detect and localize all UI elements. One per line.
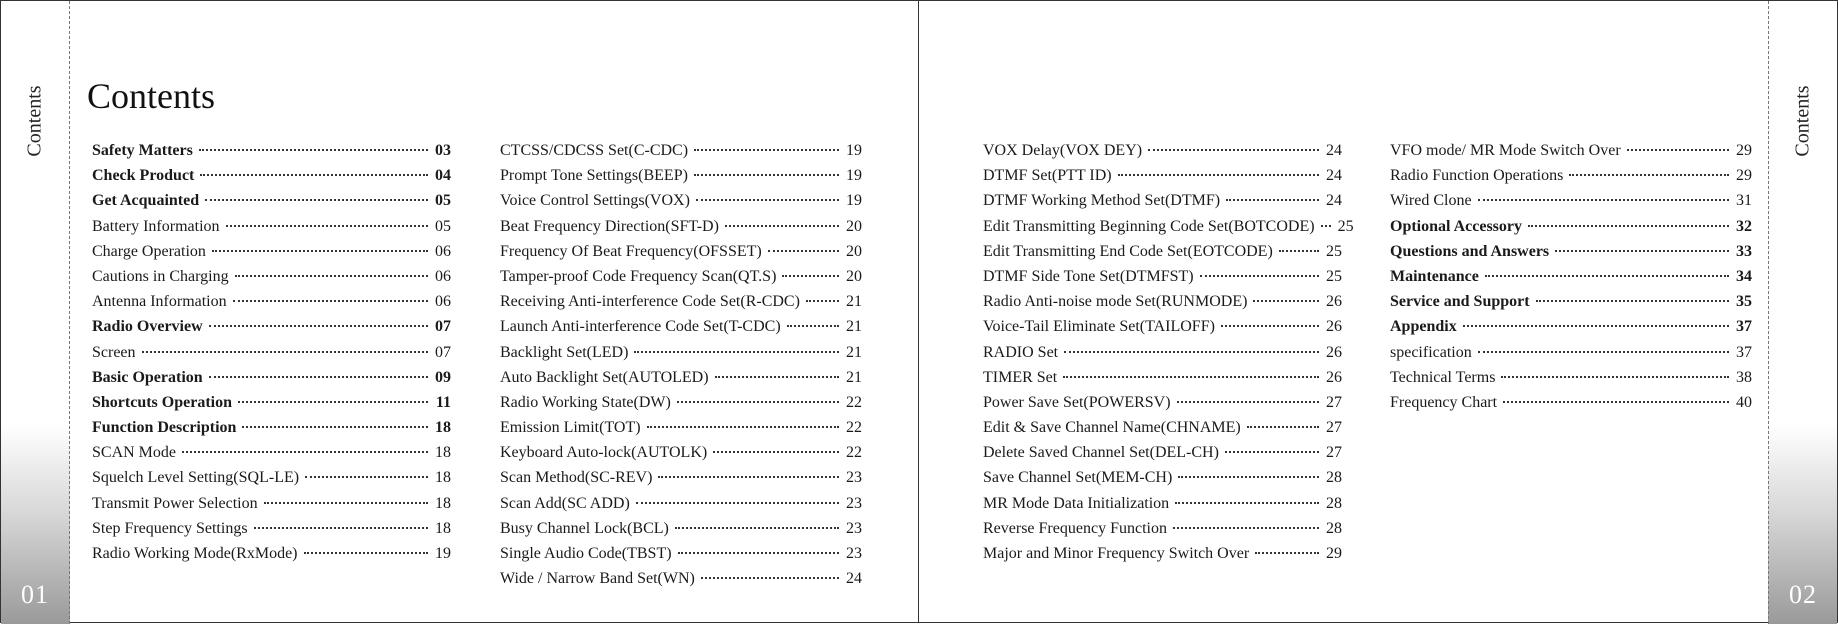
toc-entry[interactable] [1390,293,1752,318]
dot-leader [1200,275,1319,277]
toc-entry[interactable] [92,495,451,520]
toc-entry[interactable] [983,217,1354,243]
toc-entry-page: 20 [846,242,862,260]
toc-entry-title: specification [1390,343,1472,361]
toc-entry-page: 21 [846,318,862,336]
toc-entry[interactable] [500,167,862,192]
toc-entry[interactable] [500,318,862,343]
right-side-tab [1768,1,1837,624]
toc-entry-page: 27 [1326,419,1342,437]
toc-entry-page: 40 [1736,393,1752,411]
toc-entry-title: VFO mode/ MR Mode Switch Over [1390,142,1621,159]
toc-entry[interactable] [983,369,1342,394]
toc-entry[interactable] [92,192,451,217]
toc-entry-title: Keyboard Auto-lock(AUTOLK) [500,444,708,462]
toc-entry-page: 19 [846,167,862,185]
toc-entry[interactable] [1390,394,1752,419]
toc-entry[interactable] [983,192,1342,217]
toc-entry[interactable] [500,520,862,545]
dot-leader [1528,225,1729,227]
toc-entry-title: DTMF Working Method Set(DTMF) [983,192,1221,210]
toc-entry-title: Check Product [92,167,195,185]
toc-entry-page: 18 [435,444,451,462]
toc-entry-title: Radio Working State(DW) [500,393,671,411]
toc-entry-title: Frequency Of Beat Frequency(OFSSET) [500,242,762,260]
toc-entry-title: Auto Backlight Set(AUTOLED) [500,368,709,386]
dot-leader [1175,502,1319,504]
toc-entry-page: 24 [1326,142,1342,159]
dot-leader [725,225,839,227]
toc-entry[interactable] [92,167,451,192]
dot-leader [1463,325,1729,327]
dot-leader [1253,300,1319,302]
toc-entry-title: Battery Information [92,217,220,235]
toc-entry-page: 20 [846,217,862,235]
dot-leader [1569,174,1729,176]
left-side-tab [1,1,70,624]
toc-entry[interactable] [92,369,451,394]
toc-entry-page: 29 [1326,545,1342,562]
toc-entry[interactable] [983,419,1342,444]
dot-leader [242,426,428,428]
toc-entry-page: 33 [1736,242,1752,260]
toc-entry-title: Safety Matters [92,142,193,159]
toc-entry-title: Beat Frequency Direction(SFT-D) [500,217,719,235]
toc-entry-page: 03 [435,142,451,159]
toc-entry-title: Charge Operation [92,242,206,260]
dot-leader [182,451,428,453]
toc-entry-title: Single Audio Code(TBST) [500,545,672,562]
toc-entry-title: Voice Control Settings(VOX) [500,192,690,210]
dot-leader [1279,250,1319,252]
toc-entry-title: Backlight Set(LED) [500,343,629,361]
toc-entry-title: Radio Working Mode(RxMode) [92,545,298,562]
toc-entry[interactable] [983,318,1342,343]
dot-leader [782,275,839,277]
toc-entry-page: 09 [435,368,451,386]
toc-entry[interactable] [1390,218,1752,243]
toc-entry-title: Wired Clone [1390,192,1472,210]
dot-leader [209,325,428,327]
toc-entry[interactable] [92,318,451,343]
toc-entry-title: Frequency Chart [1390,393,1498,411]
toc-entry-title: Busy Channel Lock(BCL) [500,519,669,537]
dot-leader [715,376,839,378]
toc-entry-title: Edit Transmitting Beginning Code Set(BOTCODE) [983,217,1315,235]
toc-entry-page: 25 [1326,242,1342,260]
toc-entry[interactable] [983,344,1342,369]
dot-leader [254,527,428,529]
toc-entry-page: 24 [846,570,862,588]
dot-leader [1148,149,1319,151]
toc-entry-title: Voice-Tail Eliminate Set(TAILOFF) [983,318,1215,336]
toc-entry-title: Major and Minor Frequency Switch Over [983,545,1250,562]
left-page [0,0,920,623]
dot-leader [647,426,839,428]
toc-entry[interactable] [983,545,1342,570]
toc-entry[interactable] [500,469,862,494]
toc-entry-page: 06 [435,293,451,311]
toc-entry-page: 05 [435,192,451,210]
toc-entry-title: Edit Transmitting End Code Set(EOTCODE) [983,242,1273,260]
toc-entry[interactable] [1390,167,1752,192]
toc-entry-page: 19 [435,545,451,562]
toc-entry-title: DTMF Side Tone Set(DTMFST) [983,267,1194,285]
dot-leader [1478,351,1729,353]
dot-leader [636,502,839,504]
dot-leader [304,552,428,554]
toc-entry-page: 34 [1736,267,1752,285]
toc-entry-title: Get Acquainted [92,192,200,210]
toc-entry-title: DTMF Set(PTT ID) [983,167,1112,185]
dot-leader [1173,527,1319,529]
dot-leader [305,476,428,478]
toc-entry-title: Technical Terms [1390,368,1496,386]
dot-leader [1225,451,1319,453]
toc-entry[interactable] [500,218,862,243]
toc-entry[interactable] [500,369,862,394]
dot-leader [1178,476,1319,478]
toc-entry[interactable] [983,495,1342,520]
toc-entry[interactable] [500,243,862,268]
toc-entry-title: Scan Add(SC ADD) [500,494,630,512]
toc-entry-page: 29 [1736,142,1752,159]
toc-entry-page: 26 [1326,368,1342,386]
toc-entry[interactable] [92,142,451,167]
dot-leader [787,325,839,327]
toc-entry-page: 22 [846,444,862,462]
toc-entry[interactable] [500,142,862,167]
toc-entry-title: Antenna Information [92,293,227,311]
dot-leader [1226,199,1319,201]
left-tab-label: Contents [23,85,46,157]
dot-leader [806,300,839,302]
toc-entry[interactable] [983,167,1342,192]
toc-entry-title: RADIO Set [983,343,1059,361]
toc-entry-title: Squelch Level Setting(SQL-LE) [92,469,300,487]
toc-entry-page: 28 [1326,519,1342,537]
right-page-number: 02 [1789,580,1817,609]
toc-entry-title: VOX Delay(VOX DEY) [983,142,1143,159]
toc-entry[interactable] [92,469,451,494]
dot-leader [1627,149,1729,151]
toc-entry-page: 37 [1736,343,1752,361]
toc-entry-page: 07 [435,318,451,336]
toc-entry-page: 31 [1736,192,1752,210]
toc-entry-page: 24 [1326,192,1342,210]
toc-entry[interactable] [1390,243,1752,268]
toc-entry-page: 26 [1326,293,1342,311]
dot-leader [634,351,839,353]
toc-entry-title: CTCSS/CDCSS Set(C-CDC) [500,142,689,159]
toc-entry-page: 32 [1736,217,1752,235]
toc-entry[interactable] [500,344,862,369]
dot-leader [205,199,428,201]
dot-leader [264,502,428,504]
toc-entry-page: 18 [435,469,451,487]
toc-entry[interactable] [1390,344,1752,369]
dot-leader [142,351,428,353]
page-title: Contents [87,76,216,116]
toc-column-3 [983,142,1354,570]
toc-entry-page: 27 [1326,393,1342,411]
toc-entry[interactable] [983,394,1342,419]
toc-entry-title: Transmit Power Selection [92,494,258,512]
toc-entry-title: Delete Saved Channel Set(DEL-CH) [983,444,1219,462]
dot-leader [768,250,839,252]
dot-leader [1503,401,1729,403]
toc-entry-title: Radio Anti-noise mode Set(RUNMODE) [983,293,1248,311]
toc-entry-title: Appendix [1390,318,1457,336]
dot-leader [1536,300,1729,302]
toc-entry-page: 05 [435,217,451,235]
dot-leader [1478,199,1729,201]
toc-entry-page: 35 [1736,293,1752,311]
toc-entry-title: Reverse Frequency Function [983,519,1167,537]
toc-entry[interactable] [500,293,862,318]
dot-leader [1177,401,1319,403]
toc-entry-page: 04 [435,167,451,185]
toc-entry-page: 23 [846,494,862,512]
dot-leader [1501,376,1729,378]
toc-entry[interactable] [500,268,862,293]
toc-entry-title: Function Description [92,419,237,437]
dot-leader [1064,351,1319,353]
dot-leader [212,250,428,252]
toc-entry-title: Edit & Save Channel Name(CHNAME) [983,419,1241,437]
toc-entry[interactable] [983,444,1342,469]
toc-entry-page: 22 [846,393,862,411]
toc-entry-page: 21 [846,293,862,311]
toc-entry[interactable] [500,192,862,217]
toc-entry-title: Service and Support [1390,293,1530,311]
toc-entry[interactable] [500,545,862,570]
toc-entry[interactable] [1390,142,1752,167]
dot-leader [1255,552,1319,554]
toc-entry-page: 23 [846,469,862,487]
toc-entry-page: 28 [1326,469,1342,487]
toc-entry-title: Prompt Tone Settings(BEEP) [500,167,688,185]
toc-column-1 [92,142,451,570]
left-page-number: 01 [21,580,49,609]
dot-leader [658,476,839,478]
toc-entry[interactable] [500,419,862,444]
dot-leader [1118,174,1319,176]
dot-leader [209,376,428,378]
toc-entry-page: 18 [435,519,451,537]
toc-entry[interactable] [1390,369,1752,394]
dot-leader [226,225,428,227]
toc-entry-page: 18 [435,494,451,512]
toc-entry-title: Shortcuts Operation [92,393,232,411]
dot-leader [199,149,428,151]
toc-entry-title: Power Save Set(POWERSV) [983,393,1171,411]
toc-entry-title: Receiving Anti-interference Code Set(R-CDC) [500,293,800,311]
dot-leader [235,275,428,277]
toc-entry[interactable] [500,394,862,419]
toc-entry-title: Step Frequency Settings [92,519,248,537]
toc-entry[interactable] [983,268,1342,293]
toc-entry-title: MR Mode Data Initialization [983,494,1170,512]
toc-entry-page: 28 [1326,494,1342,512]
toc-entry-title: Save Channel Set(MEM-CH) [983,469,1173,487]
toc-entry-page: 18 [435,419,451,437]
toc-entry[interactable] [92,293,451,318]
toc-entry[interactable] [92,520,451,545]
toc-entry[interactable] [500,495,862,520]
toc-entry-title: Launch Anti-interference Code Set(T-CDC) [500,318,781,336]
toc-entry[interactable] [983,293,1342,318]
toc-entry[interactable] [1390,318,1752,343]
dot-leader [694,174,839,176]
toc-entry-page: 25 [1337,217,1354,235]
toc-entry-page: 29 [1736,167,1752,185]
toc-entry[interactable] [983,142,1342,167]
toc-entry[interactable] [983,520,1342,545]
dot-leader [1485,275,1729,277]
toc-entry-title: Questions and Answers [1390,242,1550,260]
toc-entry[interactable] [500,570,862,595]
toc-entry-page: 07 [435,343,451,361]
toc-entry[interactable] [92,444,451,469]
toc-entry-page: 11 [435,393,451,411]
toc-entry[interactable] [92,243,451,268]
toc-entry[interactable] [983,243,1342,268]
toc-entry[interactable] [92,394,451,419]
toc-entry-title: Optional Accessory [1390,217,1522,235]
toc-entry-page: 20 [846,267,862,285]
dot-leader [238,401,428,403]
toc-entry-title: SCAN Mode [92,444,177,462]
toc-entry-page: 26 [1326,343,1342,361]
toc-entry-title: Cautions in Charging [92,267,229,285]
toc-entry-title: TIMER Set [983,368,1058,386]
dot-leader [1063,376,1319,378]
toc-entry-title: Tamper-proof Code Frequency Scan(QT.S) [500,267,777,285]
right-page [918,0,1838,623]
toc-entry[interactable] [92,545,451,570]
toc-entry-page: 27 [1326,444,1342,462]
dot-leader [696,199,839,201]
toc-entry-title: Wide / Narrow Band Set(WN) [500,570,695,588]
toc-entry-page: 37 [1736,318,1752,336]
toc-entry-page: 19 [846,192,862,210]
dot-leader [1321,225,1331,227]
toc-entry-title: Basic Operation [92,368,203,386]
toc-entry[interactable] [1390,192,1752,217]
toc-column-2 [500,142,862,595]
toc-entry[interactable] [1390,268,1752,293]
dot-leader [1247,426,1319,428]
toc-entry-page: 38 [1736,368,1752,386]
toc-entry-page: 23 [846,545,862,562]
dot-leader [678,552,839,554]
toc-entry[interactable] [92,419,451,444]
toc-entry-page: 06 [435,267,451,285]
dot-leader [200,174,428,176]
toc-entry[interactable] [92,218,451,243]
dot-leader [713,451,839,453]
toc-entry-page: 26 [1326,318,1342,336]
dot-leader [675,527,839,529]
toc-entry-title: Scan Method(SC-REV) [500,469,653,487]
toc-entry-page: 21 [846,368,862,386]
dot-leader [233,300,428,302]
toc-entry[interactable] [983,469,1342,494]
toc-entry-page: 25 [1326,267,1342,285]
toc-entry-page: 21 [846,343,862,361]
toc-entry[interactable] [500,444,862,469]
dot-leader [694,149,839,151]
toc-entry-page: 06 [435,242,451,260]
toc-entry-page: 23 [846,519,862,537]
toc-entry-page: 24 [1326,167,1342,185]
right-tab-label: Contents [1791,85,1814,157]
toc-entry[interactable] [92,344,451,369]
toc-entry[interactable] [92,268,451,293]
toc-entry-page: 22 [846,419,862,437]
dot-leader [1221,325,1319,327]
toc-entry-title: Maintenance [1390,267,1479,285]
toc-entry-title: Screen [92,343,136,361]
toc-entry-title: Radio Overview [92,318,203,336]
toc-column-4 [1390,142,1752,419]
dot-leader [677,401,839,403]
dot-leader [1555,250,1729,252]
toc-entry-title: Radio Function Operations [1390,167,1564,185]
toc-entry-page: 19 [846,142,862,159]
toc-entry-title: Emission Limit(TOT) [500,419,641,437]
dot-leader [701,577,839,579]
